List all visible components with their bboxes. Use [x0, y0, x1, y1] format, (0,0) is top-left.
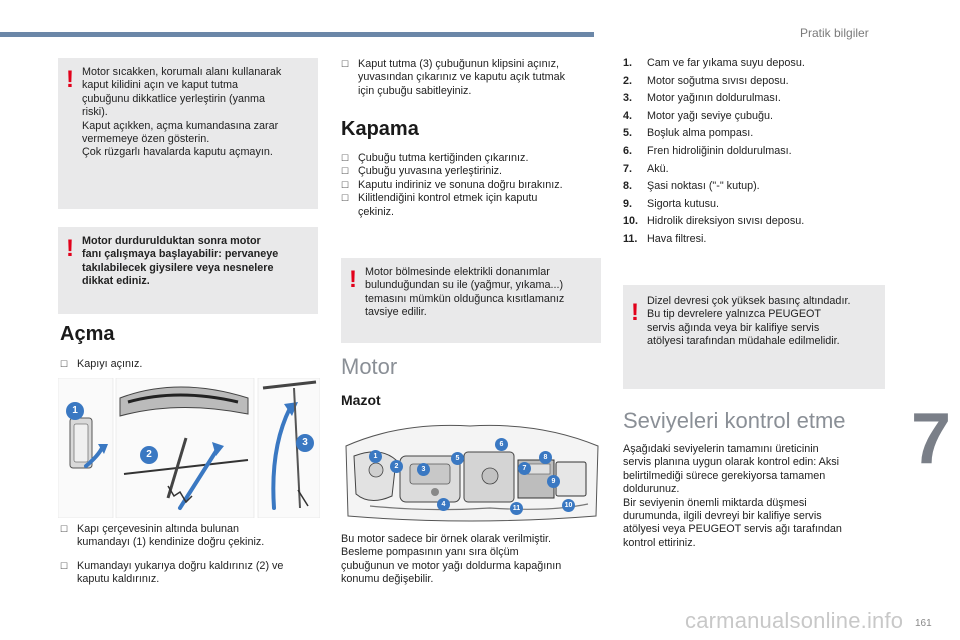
section-title: Pratik bilgiler	[800, 26, 869, 40]
list-item: 6. Fren hidroliğinin doldurulması.	[623, 144, 792, 157]
callout-10: 10	[562, 499, 575, 512]
watermark: carmanualsonline.info	[685, 608, 904, 633]
heading-seviyeler: Seviyeleri kontrol etme	[623, 408, 846, 433]
list-item: 8. Şasi noktası ("-" kutup).	[623, 180, 760, 193]
list-item: ☐ Kaput tutma (3) çubuğunun klipsini açınız, yuvasından çıkarınız ve kaputu açık tutmak için çubuğu sabitleyiniz.	[341, 58, 566, 97]
engine-note: Bu motor sadece bir örnek olarak verilmiştir. Besleme pompasının yanı sıra ölçüm çubuğunun ve motor yağı doldurma kapağının konumu değişebilir.	[341, 533, 562, 586]
callout-6: 6	[495, 438, 508, 451]
callout-1: 1	[66, 402, 84, 420]
checkbox-bullet-icon: ☐	[341, 59, 350, 69]
list-item: ☐ Çubuğu yuvasına yerleştiriniz.	[341, 165, 503, 178]
figure-engine-bay	[340, 416, 602, 526]
warning-box-diesel	[623, 285, 885, 389]
callout-3: 3	[417, 463, 430, 476]
engine-legend-list	[623, 55, 893, 249]
header-rule	[0, 32, 594, 37]
checkbox-bullet-icon: ☐	[60, 359, 69, 369]
warning-icon: !	[631, 299, 639, 326]
kaput-tutma-step	[341, 58, 606, 98]
callout-11: 11	[510, 502, 523, 515]
acma-step1	[60, 358, 320, 371]
list-item: ☐ Kaputu indiriniz ve sonuna doğru bırakınız.	[341, 178, 563, 191]
callout-7: 7	[518, 462, 531, 475]
list-item: ☐ Kumandayı yukarıya doğru kaldırınız (2) ve kaputu kaldırınız.	[60, 559, 284, 586]
heading-motor: Motor	[341, 354, 398, 379]
heading-acma: Açma	[60, 323, 115, 345]
warning-box-water	[341, 258, 601, 343]
list-item: 1. Cam ve far yıkama suyu deposu.	[623, 57, 805, 69]
list-item: ☐ Kapıyı açınız.	[60, 358, 143, 370]
list-item: 7. Akü.	[623, 162, 669, 175]
hood-opening-illustration	[58, 378, 320, 518]
list-item: 2. Motor soğutma sıvısı deposu.	[623, 74, 789, 87]
warning-box-fan	[58, 227, 318, 314]
callout-3: 3	[296, 434, 314, 452]
chapter-number: 7	[910, 399, 952, 479]
list-item: ☐ Kilitlendiğini kontrol etmek için kaputu çekiniz.	[341, 192, 538, 218]
warning-box-hot-engine	[58, 58, 318, 209]
list-item: 4. Motor yağı seviye çubuğu.	[623, 109, 774, 122]
callout-9: 9	[547, 475, 560, 488]
acma-steps	[60, 523, 320, 587]
list-item: ☐ Çubuğu tutma kertiğinden çıkarınız.	[341, 152, 529, 164]
heading-kapama: Kapama	[341, 118, 419, 140]
callout-4: 4	[437, 498, 450, 511]
warning-icon: !	[66, 235, 74, 262]
seviyeler-text: Aşağıdaki seviyelerin tamamını üreticinin servis planına uygun olarak kontrol edin: Aksi belirtilmediği sürece gerekiyorsa tamamen doldurunuz. Bir seviyenin önemli miktarda düşmesi durumunda, ilgili devreyi bir kalifiye servis atölyesi veya PEUGEOT servis ağı tarafından kontrol ettiriniz.	[623, 443, 842, 549]
warning-icon: !	[349, 266, 357, 293]
page-number: 161	[915, 618, 932, 629]
list-item: 9. Sigorta kutusu.	[623, 197, 720, 210]
list-item: 3. Motor yağının doldurulması.	[623, 92, 781, 105]
list-item: 11. Hava filtresi.	[623, 232, 707, 245]
checkbox-bullet-icon: ☐	[341, 193, 350, 204]
callout-1: 1	[369, 450, 382, 463]
warning-text: Dizel devresi çok yüksek basınç altındadır. Bu tip devrelere yalnızca PEUGEOT servis ağında veya bir kalifiye servis atölyesi tarafından müdahale edilmelidir.	[647, 295, 851, 348]
callout-8: 8	[539, 451, 552, 464]
kapama-steps	[341, 152, 606, 219]
warning-text: Motor sıcakken, korumalı alanı kullanarak kaput kilidini açın ve kaput tutma çubuğunu dikkatlice yerleştirin (yanma riski). Kaput açıkken, açma kumandasına zarar vermemeye özen gösterin. Çok rüzgarlı havalarda kaputu açmayın.	[82, 66, 282, 159]
list-item: 10. Hidrolik direksiyon sıvısı deposu.	[623, 215, 805, 228]
checkbox-bullet-icon: ☐	[341, 166, 350, 177]
callout-5: 5	[451, 452, 464, 465]
callout-2: 2	[390, 460, 403, 473]
callout-2: 2	[140, 446, 158, 464]
checkbox-bullet-icon: ☐	[341, 153, 350, 163]
list-item: ☐ Kapı çerçevesinin altında bulunan kumandayı (1) kendinize doğru çekiniz.	[60, 523, 265, 549]
figure-hood-opening	[58, 378, 320, 518]
checkbox-bullet-icon: ☐	[60, 524, 69, 534]
checkbox-bullet-icon: ☐	[60, 560, 69, 571]
warning-text: Motor bölmesinde elektrikli donanımlar bulunduğundan su ile (yağmur, yıkama...) temasını mümkün olduğunca kısıtlamanız tavsiye edilir.	[365, 266, 565, 319]
warning-text: Motor durdurulduktan sonra motor fanı çalışmaya başlayabilir: pervaneye takılabilecek giysilere veya nesnelere dikkat ediniz.	[82, 235, 279, 288]
checkbox-bullet-icon: ☐	[341, 179, 350, 190]
heading-mazot: Mazot	[341, 392, 381, 408]
warning-icon: !	[66, 66, 74, 93]
list-item: 5. Boşluk alma pompası.	[623, 127, 754, 140]
